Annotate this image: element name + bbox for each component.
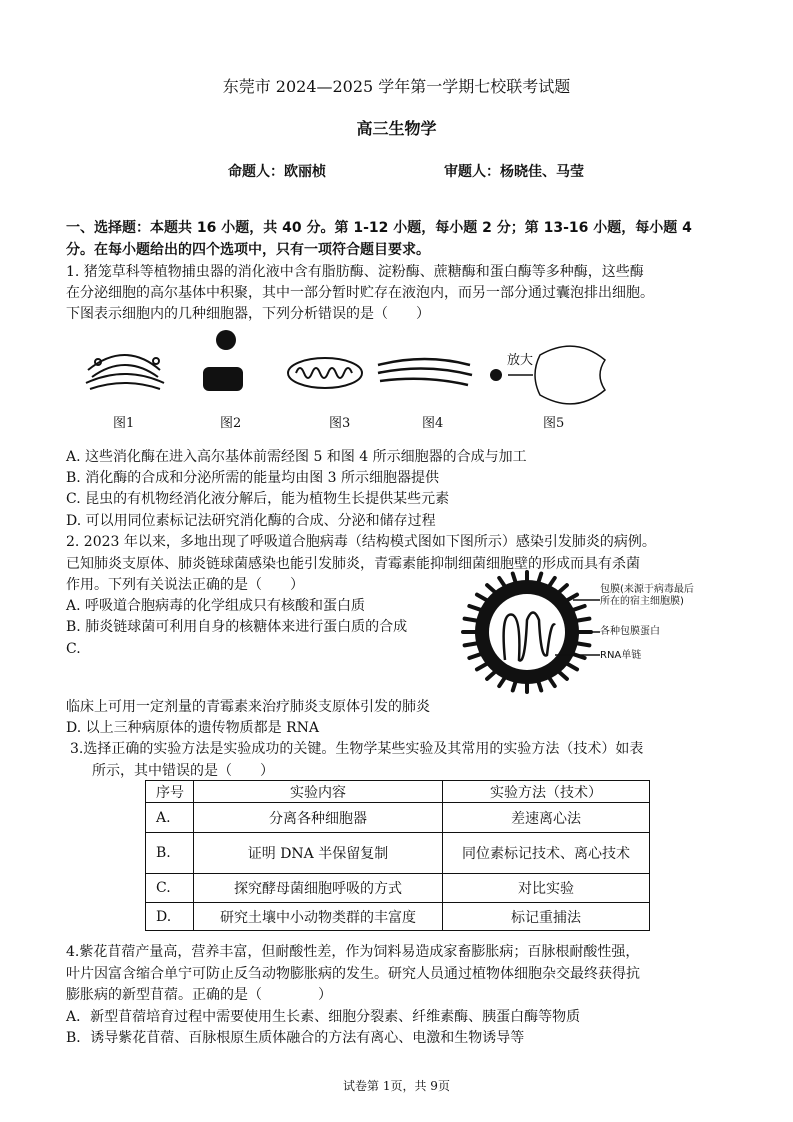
q1-stem: 在分泌细胞的高尔基体中积聚，其中一部分暂时贮存在液泡内，而另一部分通过囊泡排出细胞。	[66, 285, 654, 301]
spike	[465, 643, 479, 645]
reviewer: 审题人：杨晓佳、马莹	[444, 164, 584, 180]
organelle-figures	[0, 325, 793, 410]
figure-label: 图5	[543, 416, 565, 431]
table-header: 序号	[146, 781, 194, 803]
table-cell: 研究土壤中小动物类群的丰富度	[194, 903, 443, 931]
virus-label-proteins: 各种包膜蛋白	[600, 626, 660, 637]
q1-option-b: B. 消化酶的合成和分泌所需的能量均由图 3 所示细胞器提供	[66, 470, 439, 486]
mitochondrion-drawing	[288, 358, 362, 388]
table-cell: 探究酵母菌细胞呼吸的方式	[194, 874, 443, 903]
q4-stem: 膨胀病的新型苜蓿。正确的是（ ）	[66, 987, 332, 1003]
q1-option-d: D. 可以用同位素标记法研究消化酶的合成、分泌和储存过程	[66, 513, 436, 529]
spike	[465, 619, 479, 621]
table-header: 实验内容	[194, 781, 443, 803]
table-cell: 差速离心法	[443, 803, 650, 833]
table-header: 实验方法（技术）	[443, 781, 650, 803]
table-cell: A.	[146, 803, 194, 833]
ribosome-dot	[490, 369, 502, 381]
figure-label: 图2	[220, 416, 242, 431]
table-row	[146, 903, 650, 931]
q2-option-c-text: 临床上可用一定剂量的青霉素来治疗肺炎支原体引发的肺炎	[66, 699, 430, 715]
page-footer: 试卷第 1页，共 9页	[343, 1079, 450, 1093]
figure-label: 图3	[329, 416, 351, 431]
q1-stem: 1. 猪笼草科等植物捕虫器的消化液中含有脂肪酶、淀粉酶、蔗糖酶和蛋白酶等多种酶，这些酶	[66, 264, 644, 280]
enlarge-label: 放大	[507, 353, 534, 368]
q2-stem: 作用。下列有关说法正确的是（ ）	[66, 577, 304, 593]
table-row	[146, 803, 650, 833]
q2-option-c: C.	[66, 641, 81, 657]
figure-label: 图4	[422, 416, 444, 431]
q4-option-b: B．诱导紫花苜蓿、百脉根原生质体融合的方法有离心、电激和生物诱导等	[66, 1030, 525, 1046]
er-drawing	[378, 359, 472, 385]
q2-stem: 已知肺炎支原体、肺炎链球菌感染也能引发肺炎，青霉素能抑制细菌细胞壁的形成而具有杀菌	[66, 556, 640, 572]
table-row	[146, 833, 650, 874]
q1-stem: 下图表示细胞内的几种细胞器，下列分析错误的是（ ）	[66, 306, 430, 322]
q2-option-b: B. 肺炎链球菌可利用自身的核糖体来进行蛋白质的合成	[66, 619, 408, 635]
table-cell: 对比实验	[443, 874, 650, 903]
table-cell: 分离各种细胞器	[194, 803, 443, 833]
q2-stem: 2. 2023 年以来，多地出现了呼吸道合胞病毒（结构模式图如下图所示）感染引发肺炎的病例。	[66, 534, 656, 550]
figure-label: 图1	[113, 416, 135, 431]
table-cell: 标记重捕法	[443, 903, 650, 931]
table-cell: 同位素标记技术、离心技术	[443, 833, 650, 874]
table-cell: 证明 DNA 半保留复制	[194, 833, 443, 874]
centriole-drawing	[203, 330, 243, 391]
virus-label-rna: RNA单链	[600, 650, 642, 661]
ribosome-enlarged	[535, 346, 605, 404]
q2-option-a: A. 呼吸道合胞病毒的化学组成只有核酸和蛋白质	[66, 598, 366, 614]
q1-option-c: C. 昆虫的有机物经消化液分解后，能为植物生长提供某些元素	[66, 491, 450, 507]
q3-stem: 所示，其中错误的是（ ）	[92, 763, 274, 779]
q4-option-a: A．新型苜蓿培育过程中需要使用生长素、细胞分裂素、纤维素酶、胰蛋白酶等物质	[66, 1009, 581, 1025]
section-header: 分。在每小题给出的四个选项中，只有一项符合题目要求。	[66, 242, 430, 258]
table-cell: B.	[146, 833, 194, 874]
q2-option-d: D. 以上三种病原体的遗传物质都是 RNA	[66, 720, 319, 736]
section-header: 一、选择题：本题共 16 小题，共 40 分。第 1-12 小题，每小题 2 分；第 13-16 小题，每小题 4	[66, 220, 692, 236]
virus-diagram	[455, 570, 605, 695]
q3-stem: 3.选择正确的实验方法是实验成功的关键。生物学某些实验及其常用的实验方法（技术）如表	[70, 741, 644, 757]
q1-option-a: A. 这些消化酶在进入高尔基体前需经图 5 和图 4 所示细胞器的合成与加工	[66, 449, 527, 465]
q3-table	[145, 780, 650, 931]
exam-title: 东莞市 2024—2025 学年第一学期七校联考试题	[222, 77, 571, 96]
table-cell: C.	[146, 874, 194, 903]
virus-label-envelope: 包膜(来源于病毒最后	[600, 584, 694, 595]
table-row	[146, 874, 650, 903]
q4-stem: 叶片因富含缩合单宁可防止反刍动物膨胀病的发生。研究人员通过植物体细胞杂交最终获得抗	[66, 966, 640, 982]
subject-title: 高三生物学	[356, 119, 437, 138]
q4-stem: 4.紫花苜蓿产量高，营养丰富，但耐酸性差，作为饲料易造成家畜膨胀病；百脉根耐酸性强，	[66, 944, 640, 960]
golgi-drawing	[86, 355, 164, 389]
table-cell: D.	[146, 903, 194, 931]
spike	[576, 619, 590, 621]
virus-label-envelope: 所在的宿主细胞膜)	[600, 596, 684, 607]
spike	[576, 643, 590, 645]
setter: 命题人：欧丽桢	[228, 164, 326, 180]
